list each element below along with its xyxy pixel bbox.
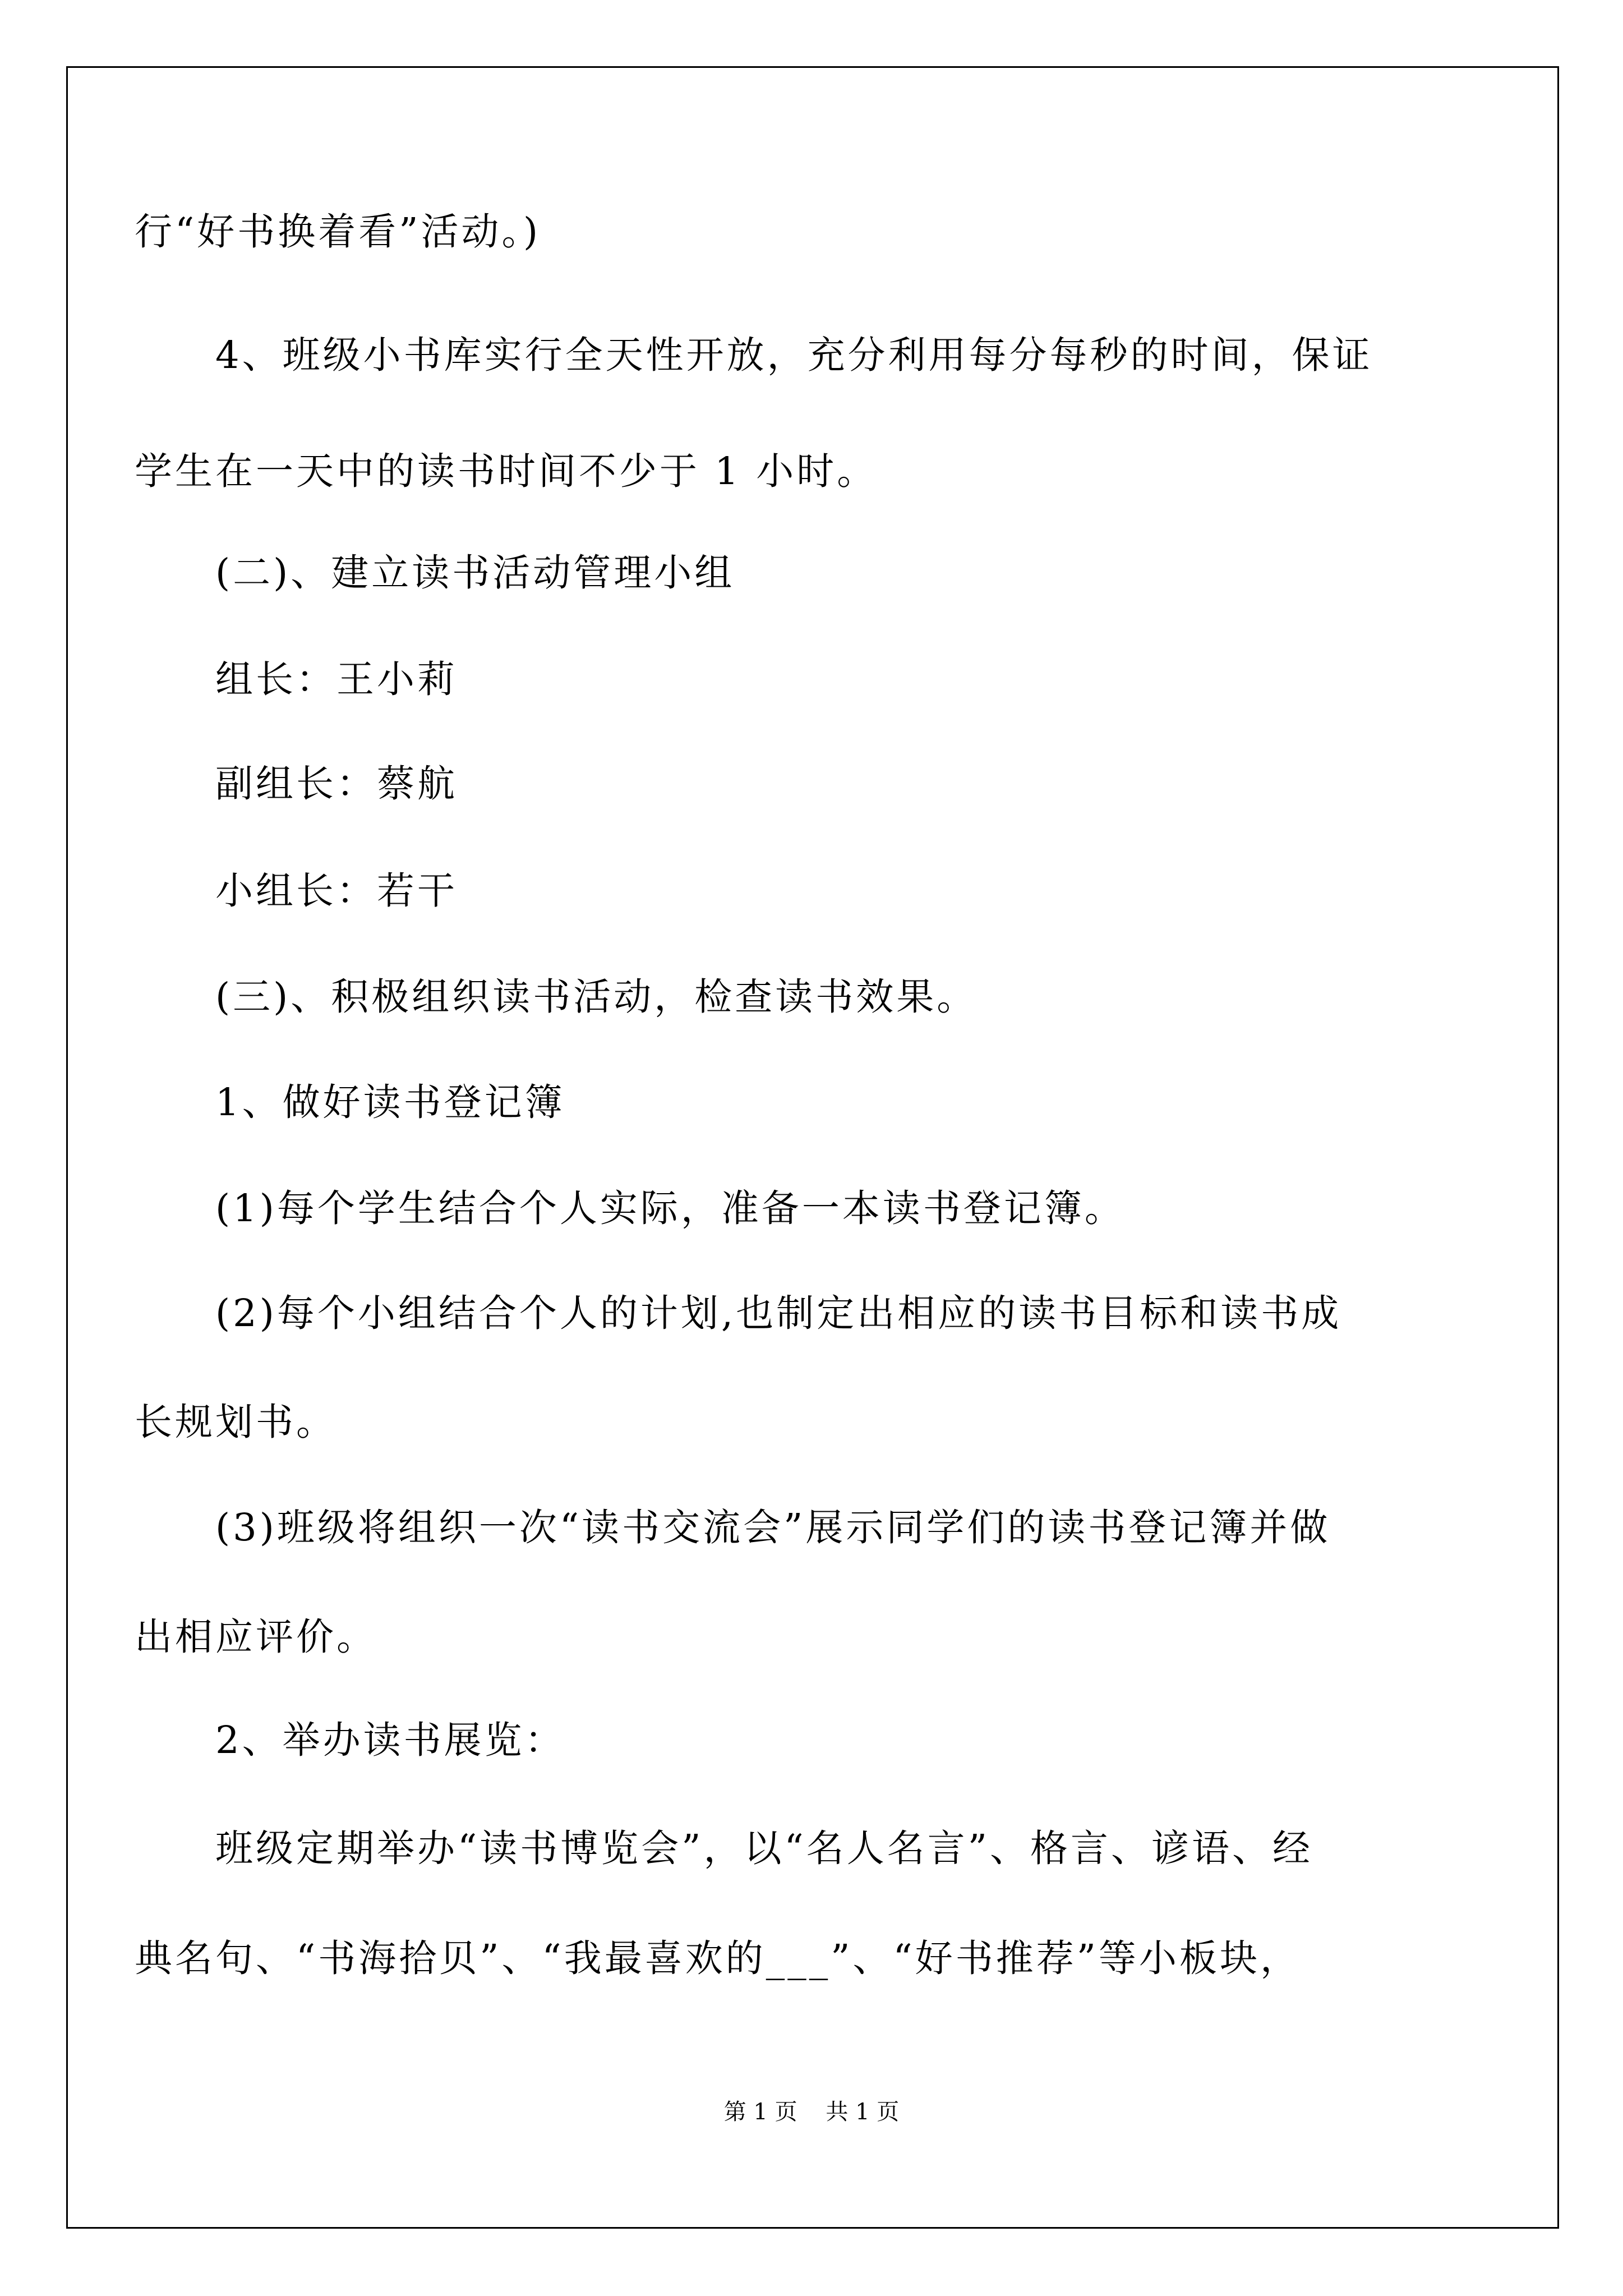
text-line: (2)每个小组结合个人的计划,也制定出相应的读书目标和读书成 bbox=[215, 1291, 1342, 1335]
text-line: 小组长：若干 bbox=[215, 869, 458, 913]
text-line: 长规划书。 bbox=[135, 1400, 336, 1444]
text-line: 行“好书换着看”活动。) bbox=[135, 210, 541, 254]
text-line: 典名句、“书海拾贝”、“我最喜欢的___”、“好书推荐”等小板块， bbox=[135, 1936, 1301, 1980]
text-line: 1、做好读书登记簿 bbox=[215, 1080, 565, 1124]
text-line: 班级定期举办“读书博览会”，以“名人名言”、格言、谚语、经 bbox=[215, 1826, 1313, 1870]
text-line: 学生在一天中的读书时间不少于 1 小时。 bbox=[135, 449, 878, 493]
text-line: (1)每个学生结合个人实际，准备一本读书登记簿。 bbox=[215, 1186, 1125, 1230]
text-line: (3)班级将组织一次“读书交流会”展示同学们的读书登记簿并做 bbox=[215, 1506, 1331, 1549]
text-line: (三)、积极组织读书活动，检查读书效果。 bbox=[215, 975, 978, 1019]
page-border bbox=[66, 66, 1559, 2229]
text-line: 组长：王小莉 bbox=[215, 657, 458, 701]
text-line: 副组长：蔡航 bbox=[215, 762, 458, 806]
text-line: (二)、建立读书活动管理小组 bbox=[215, 551, 735, 595]
text-line: 2、举办读书展览： bbox=[215, 1718, 565, 1762]
text-line: 4、班级小书库实行全天性开放，充分利用每分每秒的时间，保证 bbox=[215, 333, 1373, 377]
page-footer: 第 1 页 共 1 页 bbox=[723, 2099, 900, 2125]
text-line: 出相应评价。 bbox=[135, 1615, 377, 1659]
